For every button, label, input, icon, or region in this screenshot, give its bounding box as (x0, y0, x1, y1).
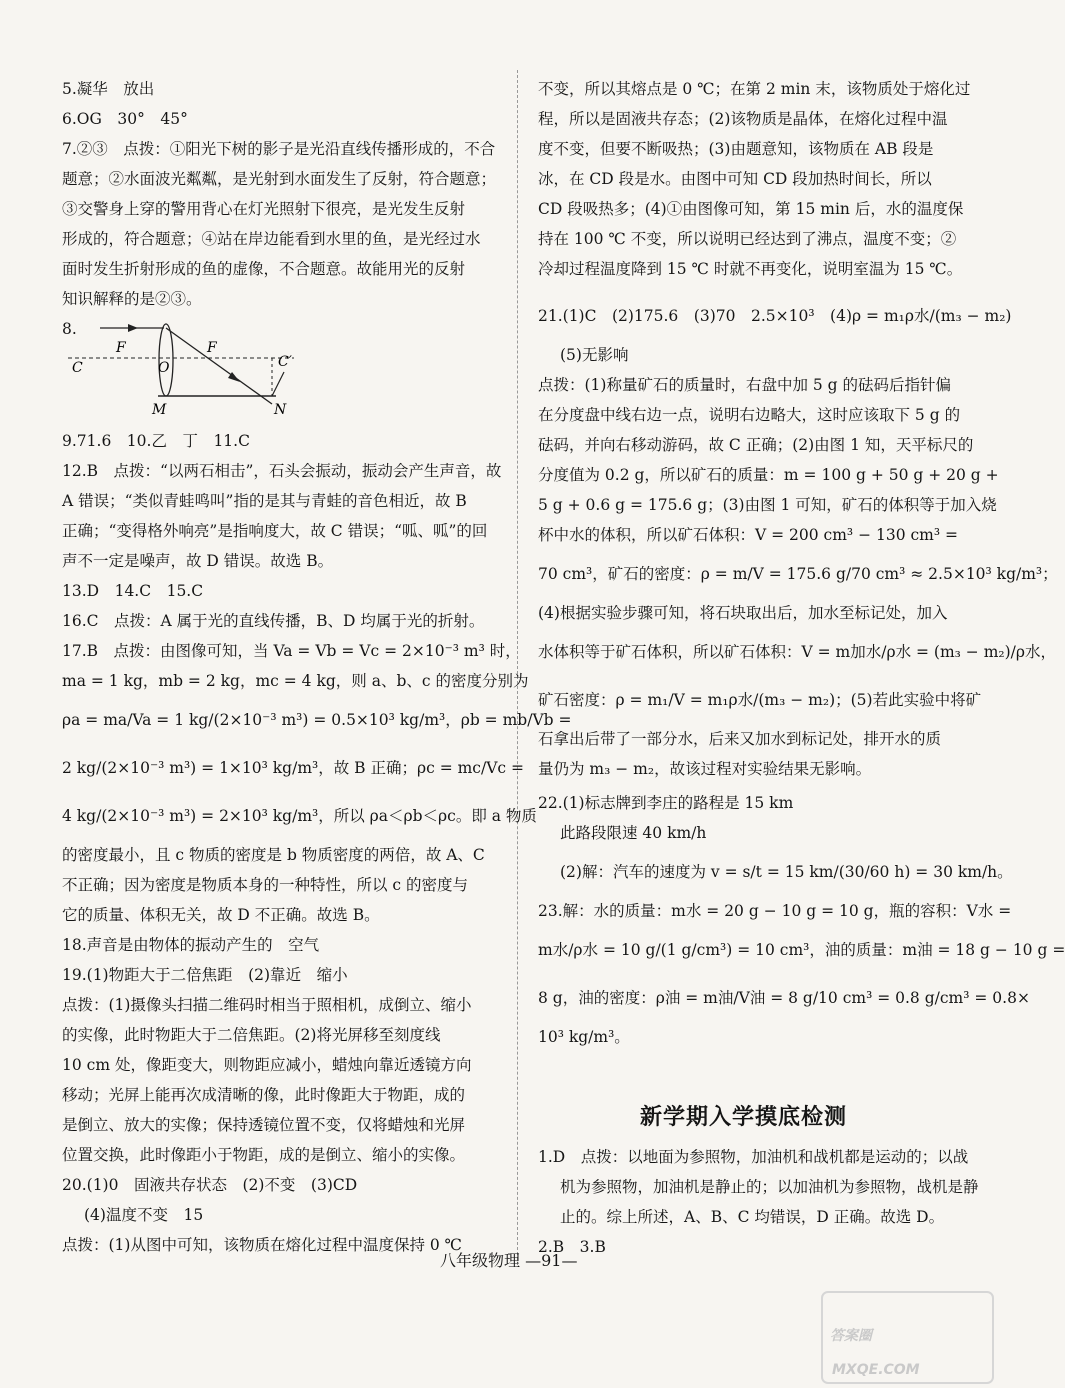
answer-line: 此路段限速 40 km/h (560, 824, 707, 842)
answer-line: 程，所以是固液共存态；(2)该物质是晶体，在熔化过程中温 (538, 110, 948, 128)
answer-line: 在分度盘中线右边一点，说明右边略大，这时应该取下 5 g 的 (538, 406, 961, 424)
answer-line: 矿石密度：ρ = m₁/V = m₁ρ水/(m₃ − m₂)；(5)若此实验中将矿 (538, 691, 982, 709)
answer-line: 16.C 点拨：A 属于光的直线传播，B、D 均属于光的折射。 (62, 612, 485, 630)
lens-ray-diagram (62, 312, 302, 424)
refracted-ray (166, 328, 272, 404)
answer-line: 18.声音是由物体的振动产生的 空气 (62, 936, 320, 954)
answer-line: 70 cm³，矿石的密度：ρ = m/V = 175.6 g/70 cm³ ≈ 2.5×10³ kg/m³； (538, 565, 1058, 583)
answer-line: A 错误；“类似青蛙鸣叫”指的是其与青蛙的音色相近，故 B (62, 492, 467, 510)
column-divider (517, 70, 518, 1265)
answer-line: 是倒立、放大的实像；保持透镜位置不变，仅将蜡烛和光屏 (62, 1116, 466, 1134)
answer-line: 10 cm 处，像距变大，则物距应减小，蜡烛向靠近透镜方向 (62, 1056, 472, 1074)
answer-line: 不变，所以其熔点是 0 ℃；在第 2 min 末，该物质处于熔化过 (538, 80, 971, 98)
answer-line: 形成的，符合题意；④站在岸边能看到水里的鱼，是光经过水 (62, 230, 481, 248)
answer-line: 5 g + 0.6 g = 175.6 g；(3)由图 1 可知，矿石的体积等于加入烧 (538, 496, 997, 514)
answer-line: 位置交换，此时像距小于物距，成的是倒立、缩小的实像。 (62, 1146, 466, 1164)
answer-line: 分度值为 0.2 g，所以矿石的质量：m = 100 g + 50 g + 20 g + (538, 466, 999, 484)
answer-line: 移动；光屏上能再次成清晰的像，此时像距大于物距，成的 (62, 1086, 466, 1104)
answer-line: 持在 100 ℃ 不变，所以说明已经达到了沸点，温度不变；② (538, 230, 957, 248)
answer-line: 1.D 点拨：以地面为参照物，加油机和战机都是运动的；以战 (538, 1148, 969, 1166)
answer-line: 机为参照物，加油机是静止的；以加油机为参照物，战机是静 (560, 1178, 979, 1196)
answer-line: 砝码，并向右移动游码，故 C 正确；(2)由图 1 知，天平标尺的 (538, 436, 974, 454)
answer-line: (2)解：汽车的速度为 v = s/t = 15 km/(30/60 h) = 30 km/h。 (560, 863, 1013, 881)
answer-line: 正确；“变得格外响亮”是指响度大，故 C 错误；“呱、呱”的回 (62, 522, 488, 540)
answer-line: 2.B 3.B (538, 1238, 606, 1256)
answer-line: 13.D 14.C 15.C (62, 582, 204, 600)
answer-line: 知识解释的是②③。 (62, 290, 202, 308)
answer-line: 点拨：(1)称量矿石的质量时，右盘中加 5 g 的砝码后指针偏 (538, 376, 952, 394)
answer-line: 声不一定是噪声，故 D 错误。故选 B。 (62, 552, 334, 570)
answer-line: 4 kg/(2×10⁻³ m³) = 2×10³ kg/m³，所以 ρa＜ρb＜ρc。即 a 物质 (62, 807, 537, 825)
answer-line: (4)根据实验步骤可知，将石块取出后，加水至标记处，加入 (538, 604, 948, 622)
answer-line: 点拨：(1)从图中可知，该物质在熔化过程中温度保持 0 ℃ (62, 1236, 463, 1254)
answer-line: ρa = ma/Va = 1 kg/(2×10⁻³ m³) = 0.5×10³ kg/m³，ρb = mb/Vb = (62, 711, 572, 729)
answer-line: 度不变，但要不断吸热；(3)由题意知，该物质在 AB 段是 (538, 140, 934, 158)
reflected-ray (272, 372, 284, 396)
answer-line: 8 g，油的密度：ρ油 = m油/V油 = 8 g/10 cm³ = 0.8 g/cm³ = 0.8× (538, 989, 1030, 1007)
answer-line: 17.B 点拨：由图像可知，当 Va = Vb = Vc = 2×10⁻³ m³ 时， (62, 642, 521, 660)
answer-line: 6.OG 30° 45° (62, 110, 188, 128)
answer-line: 10³ kg/m³。 (538, 1028, 630, 1046)
answer-line: 的密度最小，且 c 物质的密度是 b 物质密度的两倍，故 A、C (62, 846, 485, 864)
bottom-answers (538, 1142, 978, 1262)
answer-line: 题意；②水面波光粼粼，是光射到水面发生了反射，符合题意； (62, 170, 497, 188)
answer-line: 量仍为 m₃ − m₂，故该过程对实验结果无影响。 (538, 760, 872, 778)
answer-line: 冰，在 CD 段是水。由图中可知 CD 段加热时间长，所以 (538, 170, 932, 188)
answer-line: 2 kg/(2×10⁻³ m³) = 1×10³ kg/m³，故 B 正确；ρc = mc/Vc = (62, 759, 524, 777)
answer-line: 点拨：(1)摄像头扫描二维码时相当于照相机，成倒立、缩小 (62, 996, 472, 1014)
answer-line: m水/ρ水 = 10 g/(1 g/cm³) = 10 cm³，油的质量：m油 = 18 g − 10 g = (538, 941, 1065, 959)
answer-line: (4)温度不变 15 (84, 1206, 204, 1224)
point-m-label: M (152, 402, 167, 418)
answer-line: 5.凝华 放出 (62, 80, 155, 98)
answer-line: 21.(1)C (2)175.6 (3)70 2.5×10³ (4)ρ = m₁ρ水/(m₃ − m₂) (538, 307, 1012, 325)
answer-line: 石拿出后带了一部分水，后来又加水到标记处，排开水的质 (538, 730, 942, 748)
answer-line: ③交警身上穿的警用背心在灯光照射下很亮，是光发生反射 (62, 200, 466, 218)
point-c-prime-label: C′ (278, 354, 292, 370)
answer-line: (5)无影响 (560, 346, 629, 364)
answer-line: 不正确；因为密度是物质本身的一种特性，所以 c 的密度与 (62, 876, 469, 894)
svg-text:MXQE.COM: MXQE.COM (832, 1362, 920, 1378)
answer-line: 杯中水的体积，所以矿石体积：V = 200 cm³ − 130 cm³ = (538, 526, 958, 544)
answer-line: 19.(1)物距大于二倍焦距 (2)靠近 缩小 (62, 966, 348, 984)
focus-label-left: F (116, 340, 126, 356)
answer-line: 面时发生折射形成的鱼的虚像，不合题意。故能用光的反射 (62, 260, 466, 278)
focus-label-right: F (207, 340, 217, 356)
answer-line: 20.(1)0 固液共存状态 (2)不变 (3)CD (62, 1176, 358, 1194)
answer-line: 12.B 点拨：“以两石相击”，石头会振动，振动会产生声音，故 (62, 462, 502, 480)
section-title: 新学期入学摸底检测 (640, 1105, 848, 1130)
answer-line: 的实像，此时物距大于二倍焦距。(2)将光屏移至刻度线 (62, 1026, 441, 1044)
answer-line: CD 段吸热多；(4)①由图像可知，第 15 min 后，水的温度保 (538, 200, 964, 218)
answer-line: 8. (62, 320, 77, 338)
answer-line: 22.(1)标志牌到李庄的路程是 15 km (538, 794, 794, 812)
point-c-label: C (72, 360, 83, 376)
incident-arrow (128, 324, 138, 332)
answer-line: 9.71.6 10.乙 丁 11.C (62, 432, 250, 450)
right-column (538, 74, 1065, 1052)
answer-line: 冷却过程温度降到 15 ℃ 时就不再变化，说明室温为 15 ℃。 (538, 260, 963, 278)
answer-line: ma = 1 kg，mb = 2 kg，mc = 4 kg，则 a、b、c 的密度分别为 (62, 672, 529, 690)
answer-line: 23.解：水的质量：m水 = 20 g − 10 g = 10 g，瓶的容积：V水 = (538, 902, 1012, 920)
point-n-label: N (274, 402, 287, 418)
answer-line: 7.②③ 点拨：①阳光下树的影子是光沿直线传播形成的，不合 (62, 140, 496, 158)
watermark-logo (820, 1290, 995, 1385)
svg-text:答案圈: 答案圈 (830, 1328, 872, 1344)
answer-line: 止的。综上所述，A、B、C 均错误，D 正确。故选 D。 (560, 1208, 945, 1226)
answer-line: 它的质量、体积无关，故 D 不正确。故选 B。 (62, 906, 380, 924)
answer-line: 水体积等于矿石体积，所以矿石体积：V = m加水/ρ水 = (m₃ − m₂)/ρ水， (538, 643, 1057, 661)
page-footer: 八年级物理 —91— (440, 1251, 578, 1270)
optical-center-label: O (158, 360, 170, 376)
